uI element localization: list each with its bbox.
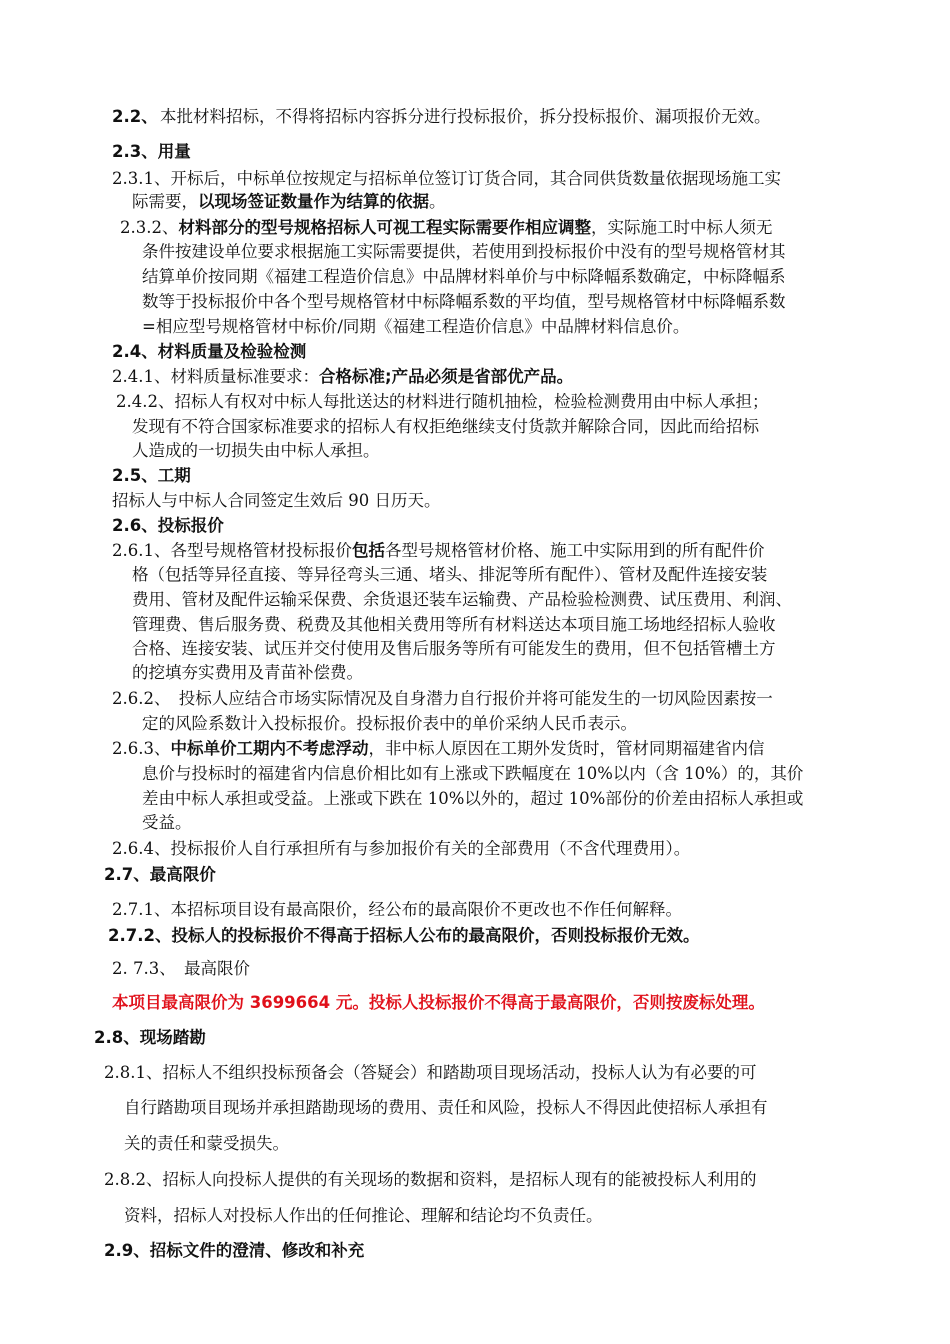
- section-2-9-heading: 2.9、招标文件的澄清、修改和补充: [104, 1241, 365, 1260]
- para-2-3-2-line4: 数等于投标报价中各个型号规格管材中标降幅系数的平均值，型号规格管材中标降幅系数: [142, 292, 786, 311]
- section-2-4-heading: 2.4、材料质量及检验检测: [112, 342, 307, 361]
- para-2-8-1-line1: 2.8.1、招标人不组织投标预备会（答疑会）和踏勘项目现场活动，投标人认为有必要的可: [104, 1063, 757, 1082]
- para-2-6-2-line1: 2.6.2、 投标人应结合市场实际情况及自身潜力自行报价并将可能发生的一切风险因素按一: [112, 689, 773, 708]
- para-2-4-2-line2: 发现有不符合国家标准要求的招标人有权拒绝继续支付货款并解除合同，因此而给招标: [132, 417, 759, 436]
- para-2-7-3: 2. 7.3、 最高限价: [112, 959, 250, 978]
- para-2-7-1: 2.7.1、本招标项目设有最高限价，经公布的最高限价不更改也不作任何解释。: [112, 900, 682, 919]
- para-2-6-1-line1: 2.6.1、各型号规格管材投标报价包括各型号规格管材价格、施工中实际用到的所有配件价: [112, 541, 765, 560]
- para-2-6-1-line5: 合格、连接安装、试压并交付使用及售后服务等所有可能发生的费用，但不包括管槽土方: [132, 639, 776, 658]
- section-2-3-heading: 2.3、用量: [112, 142, 191, 161]
- section-2-8-heading: 2.8、现场踏勘: [94, 1028, 206, 1047]
- para-2-3-2-line3: 结算单价按同期《福建工程造价信息》中品牌材料单价与中标降幅系数确定，中标降幅系: [142, 267, 786, 286]
- para-2-6-3-line1: 2.6.3、中标单价工期内不考虑浮动，非中标人原因在工期外发货时，管材同期福建省内信: [112, 739, 765, 758]
- para-2-6-1-line2: 格（包括等异径直接、等异径弯头三通、堵头、排泥等所有配件）、管材及配件连接安装: [132, 565, 768, 584]
- para-2-4-2-line3: 人造成的一切损失由中标人承担。: [132, 441, 380, 460]
- section-2-5-heading: 2.5、工期: [112, 466, 191, 485]
- section-2-7-heading: 2.7、最高限价: [104, 865, 216, 884]
- para-2-6-3-line4: 受益。: [142, 813, 192, 832]
- para-2-6-3-line2: 息价与投标时的福建省内信息价相比如有上涨或下跌幅度在 10%以内（含 10%）的，其价: [142, 764, 804, 783]
- para-2-5: 招标人与中标人合同签定生效后 90 日历天。: [112, 491, 441, 510]
- section-2-2-number: 2.2、: [112, 107, 158, 126]
- para-2-6-3-line3: 差由中标人承担或受益。上涨或下跌在 10%以外的，超过 10%部份的价差由招标人承担或: [142, 789, 804, 808]
- para-2-4-2-line1: 2.4.2、招标人有权对中标人每批送达的材料进行随机抽检，检验检测费用由中标人承担；: [116, 392, 769, 411]
- para-2-3-2-line1: 2.3.2、材料部分的型号规格招标人可视工程实际需要作相应调整，实际施工时中标人须无: [120, 218, 773, 237]
- para-2-3-2-line2: 条件按建设单位要求根据施工实际需要提供，若使用到投标报价中没有的型号规格管材其: [142, 242, 786, 261]
- para-2-3-1-line2: 际需要，以现场签证数量作为结算的依据。: [132, 192, 446, 211]
- para-2-8-1-line2: 自行踏勘项目现场并承担踏勘现场的费用、责任和风险，投标人不得因此使招标人承担有: [124, 1098, 768, 1117]
- para-2-6-2-line2: 定的风险系数计入投标报价。投标报价表中的单价采纳人民币表示。: [142, 714, 637, 733]
- para-2-3-1-line1: 2.3.1、开标后，中标单位按规定与招标单位签订订货合同，其合同供货数量依据现场施工实: [112, 169, 781, 188]
- para-2-8-2-line2: 资料，招标人对投标人作出的任何推论、理解和结论均不负责任。: [124, 1206, 603, 1225]
- para-2-3-2-line5: =相应型号规格管材中标价/同期《福建工程造价信息》中品牌材料信息价。: [142, 317, 690, 336]
- para-2-6-4: 2.6.4、投标报价人自行承担所有与参加报价有关的全部费用（不含代理费用）。: [112, 839, 691, 858]
- para-2-8-1-line3: 关的责任和蒙受损失。: [124, 1134, 289, 1153]
- section-2-2-text: 本批材料招标，不得将招标内容拆分进行投标报价，拆分投标报价、漏项报价无效。: [160, 107, 771, 126]
- para-2-4-1: 2.4.1、材料质量标准要求：合格标准;产品必须是省部优产品。: [112, 367, 574, 386]
- max-price-notice: 本项目最高限价为 3699664 元。投标人投标报价不得高于最高限价，否则按废标处理。: [112, 993, 765, 1012]
- section-2-6-heading: 2.6、投标报价: [112, 516, 224, 535]
- para-2-6-1-line6: 的挖填夯实费用及青苗补偿费。: [132, 663, 363, 682]
- para-2-6-1-line4: 管理费、售后服务费、税费及其他相关费用等所有材料送达本项目施工场地经招标人验收: [132, 615, 776, 634]
- para-2-8-2-line1: 2.8.2、招标人向投标人提供的有关现场的数据和资料，是招标人现有的能被投标人利用的: [104, 1170, 757, 1189]
- para-2-6-1-line3: 费用、管材及配件运输采保费、余货退还装车运输费、产品检验检测费、试压费用、利润、: [132, 590, 792, 609]
- para-2-7-2: 2.7.2、投标人的投标报价不得高于招标人公布的最高限价，否则投标报价无效。: [108, 926, 700, 945]
